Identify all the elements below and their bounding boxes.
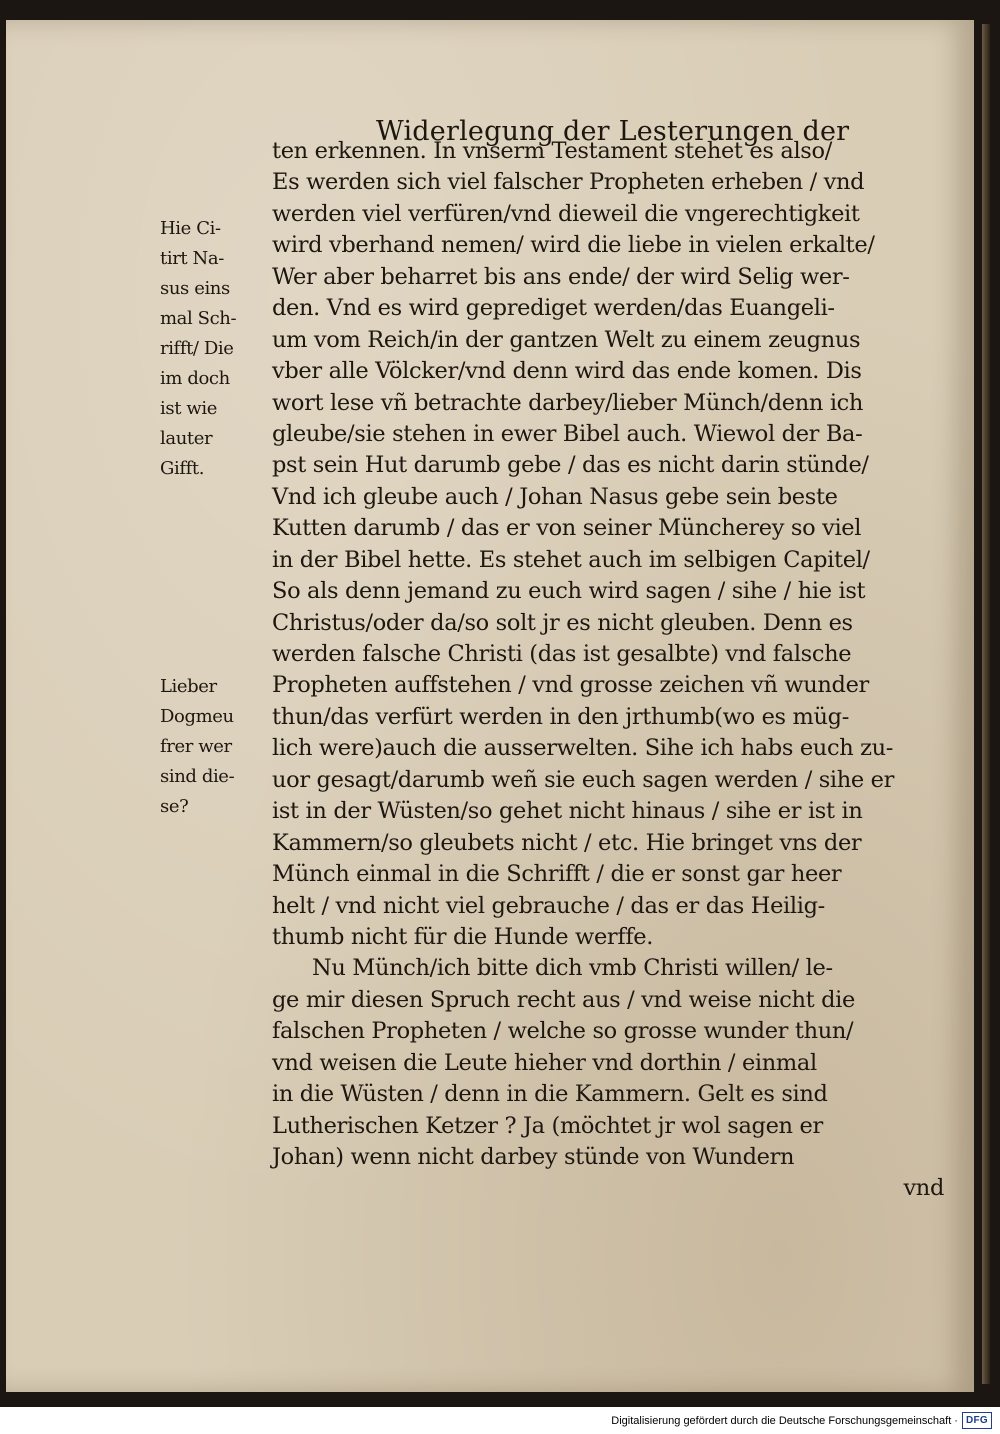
text-line: vber alle Völcker/vnd denn wird das ende komen. Dis: [272, 358, 862, 385]
text-line: werden falsche Christi (das ist gesalbte) vnd falsche: [272, 641, 852, 667]
text-line: in die Wüsten / denn in die Kammern. Gelt es sind: [272, 1081, 828, 1108]
text-line: um vom Reich/in der gantzen Welt zu einem zeugnus: [272, 326, 861, 353]
text-line: Wer aber beharret bis ans ende/ der wird Selig wer-: [272, 263, 850, 290]
text-line: wort lese vñ betrachte darbey/lieber Münch/denn ich: [272, 389, 864, 416]
text-line: den. Vnd es wird geprediget werden/das Euangeli-: [272, 295, 835, 322]
text-line: So als denn jemand zu euch wird sagen / sihe / hie ist: [272, 578, 866, 605]
text-line: Lutherischen Ketzer ? Ja (möchtet jr wol sagen er: [272, 1112, 823, 1139]
margin-note-line: Dogmeu: [160, 706, 234, 727]
text-line: lich were)auch die ausserwelten. Sihe ich habs euch zu-: [272, 735, 894, 762]
text-line: helt / vnd nicht viel gebrauche / das er das Heilig-: [272, 892, 825, 919]
footer-bar: [0, 1407, 1000, 1434]
text-line: Propheten auffstehen / vnd grosse zeichen vñ wunder: [272, 672, 869, 699]
catchword: vnd: [903, 1175, 944, 1202]
text-line: Es werden sich viel falscher Propheten erheben / vnd: [272, 169, 865, 196]
funding-credit: Digitalisierung gefördert durch die Deutsche Forschungsgemeinschaft ·: [611, 1414, 958, 1427]
margin-note-line: lauter: [160, 428, 213, 449]
text-line: Christus/oder da/so solt jr es nicht gleuben. Denn es: [272, 609, 853, 636]
margin-note-line: sind die-: [160, 766, 235, 787]
text-line: ge mir diesen Spruch recht aus / vnd weise nicht die: [272, 986, 855, 1013]
text-line: Münch einmal in die Schrifft / die er sonst gar heer: [272, 861, 842, 888]
margin-note-line: Hie Ci-: [160, 218, 221, 239]
text-line: thun/das verfürt werden in den jrthumb(wo es müg-: [272, 703, 849, 730]
text-line: pst sein Hut darumb gebe / das es nicht darin stünde/: [272, 452, 869, 479]
margin-note-line: ist wie: [160, 398, 217, 419]
text-line: ten erkennen. In vnserm Testament stehet es also/: [272, 138, 832, 164]
margin-note-line: im doch: [160, 368, 230, 389]
text-line: vnd weisen die Leute hieher vnd dorthin / einmal: [272, 1049, 817, 1076]
margin-note-question: [160, 672, 268, 822]
text-line: in der Bibel hette. Es stehet auch im selbigen Capitel/: [272, 546, 870, 573]
margin-note-line: sus eins: [160, 278, 230, 299]
text-line: thumb nicht für die Hunde werffe.: [272, 923, 654, 950]
text-line: werden viel verfüren/vnd dieweil die vngerechtigkeit: [272, 200, 860, 227]
page-edge: [982, 24, 990, 1384]
margin-note-line: Lieber: [160, 676, 217, 697]
text-line: ist in der Wüsten/so gehet nicht hinaus / sihe er ist in: [272, 798, 863, 825]
text-line: falschen Propheten / welche so grosse wunder thun/: [272, 1018, 854, 1045]
running-head: Widerlegung der Lesterungen der: [376, 116, 850, 147]
text-line: Kammern/so gleubets nicht / etc. Hie bringet vns der: [272, 829, 862, 856]
margin-note-line: tirt Na-: [160, 248, 224, 269]
text-line: Vnd ich gleube auch / Johan Nasus gebe sein beste: [272, 483, 838, 510]
margin-note-line: rifft/ Die: [160, 338, 234, 359]
margin-note-line: mal Sch-: [160, 308, 237, 329]
text-line: wird vberhand nemen/ wird die liebe in vielen erkalte/: [272, 232, 875, 259]
margin-note-citation: [160, 214, 268, 484]
text-line: gleube/sie stehen in ewer Bibel auch. Wiewol der Ba-: [272, 420, 863, 447]
text-line: Nu Münch/ich bitte dich vmb Christi willen/ le-: [312, 955, 833, 982]
text-line: Johan) wenn nicht darbey stünde von Wundern: [272, 1144, 795, 1170]
margin-note-line: se?: [160, 796, 189, 817]
dfg-logo: DFG: [962, 1412, 992, 1429]
main-text-block: [272, 136, 952, 1205]
text-line: Kutten darumb / das er von seiner Müncherey so viel: [272, 515, 862, 542]
text-line: uor gesagt/darumb weñ sie euch sagen werden / sihe er: [272, 766, 895, 793]
margin-note-line: frer wer: [160, 736, 232, 757]
margin-note-line: Gifft.: [160, 458, 205, 479]
